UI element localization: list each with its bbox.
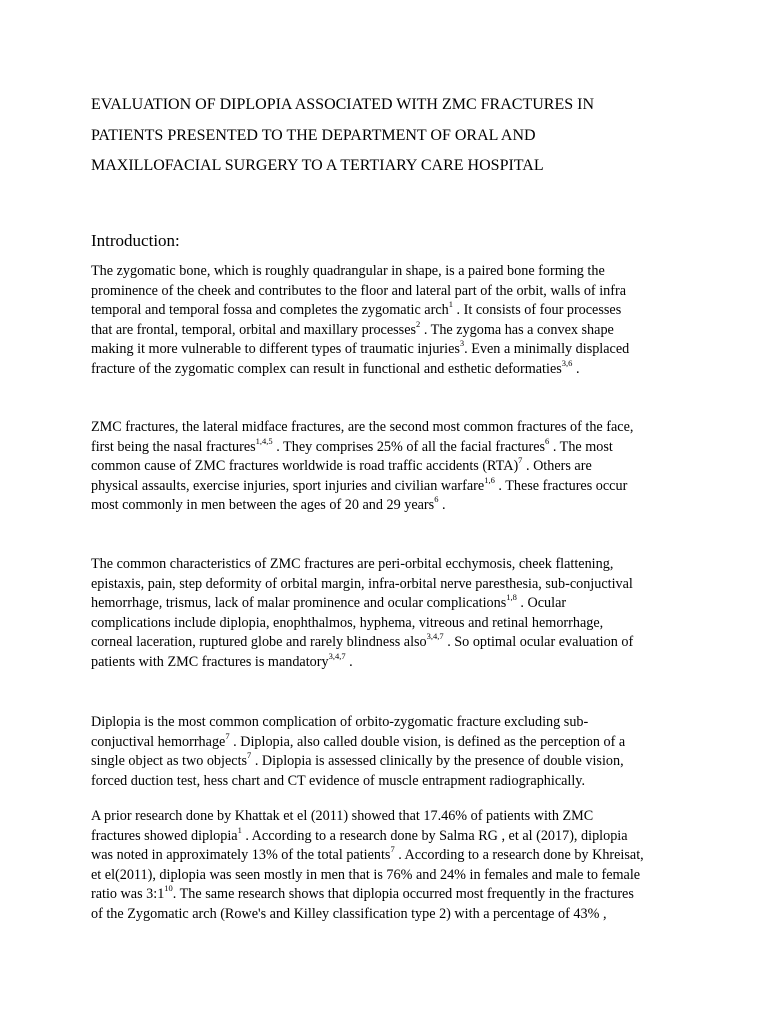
text-line: of the Zygomatic arch (Rowe's and Killey classification type 2) with a percentage of 43% ,: [91, 905, 607, 922]
citation-superscript: 1,4,5: [255, 435, 273, 446]
text-line: was noted in approximately 13% of the total patients$^7$ . According to a research done by Khreisat,: [91, 844, 644, 863]
citation-superscript: 3,6: [561, 357, 573, 368]
text-line: complications include diplopia, enophthalmos, hyphema, vitreous and retinal hemorrhage,: [91, 614, 604, 631]
text-line: first being the nasal fractures$^{1,4,5}$ . They comprises 25% of all the facial fractures$^6$ . The most: [91, 435, 613, 455]
text-line: fractures showed diplopia$^1$ . According to a research done by Salma RG , et al (2017), diplopia: [91, 824, 628, 844]
text-line: ZMC fractures, the lateral midface fractures, are the second most common fractures of the face,: [91, 419, 634, 435]
citation-superscript: 3,4,7: [426, 631, 444, 642]
text-line: The common characteristics of ZMC fractures are peri-orbital ecchymosis, cheek flattening,: [91, 556, 614, 572]
text-line: The zygomatic bone, which is roughly quadrangular in shape, is a paired bone forming the: [91, 263, 605, 279]
text-line: temporal and temporal fossa and completes the zygomatic arch$^1$ . It consists of four processes: [91, 299, 622, 318]
citation-superscript: 7: [225, 730, 230, 741]
text-line: conjuctival hemorrhage$^7$ . Diplopia, also called double vision, is defined as the perception of a: [91, 730, 626, 750]
text-line: hemorrhage, trismus, lack of malar prominence and ocular complications$^{1,8}$ . Ocular: [91, 592, 567, 611]
citation-superscript: 10: [164, 883, 173, 894]
text-line: corneal laceration, ruptured globe and rarely blindness also$^{3,4,7}$ . So optimal ocular evaluation of: [91, 631, 634, 650]
citation-superscript: 1: [237, 824, 242, 835]
text-line: physical assaults, exercise injuries, sport injuries and civilian warfare$^{1,6}$ . These fractures occur: [91, 474, 628, 494]
paragraph-zmc-fractures: [91, 418, 711, 516]
citation-superscript: 1,6: [484, 474, 495, 485]
text-line: patients with ZMC fractures is mandatory$^{3,4,7}$ .: [91, 650, 353, 670]
title-line: PATIENTS PRESENTED TO THE DEPARTMENT OF ORAL AND: [91, 126, 536, 144]
paragraph-prior-research: [91, 807, 711, 924]
citation-superscript: 7: [247, 750, 252, 761]
citation-superscript: 1,8: [506, 592, 517, 603]
title-line: MAXILLOFACIAL SURGERY TO A TERTIARY CARE HOSPITAL: [91, 157, 544, 174]
text-line: epistaxis, pain, step deformity of orbital margin, infra-orbital nerve paresthesia, sub-conjuctival: [91, 575, 633, 592]
text-line: common cause of ZMC fractures worldwide is road traffic accidents (RTA)$^7$ . Others are: [91, 455, 592, 474]
text-line: ratio was $3:1^{10}$. The same research shows that diplopia occurred most frequently in the fractures: [91, 883, 634, 902]
paragraph-diplopia-definition: [91, 713, 711, 791]
citation-superscript: 3: [459, 338, 465, 349]
citation-superscript: 6: [545, 435, 550, 446]
title-line: EVALUATION OF DIPLOPIA ASSOCIATED WITH ZMC FRACTURES IN: [91, 96, 594, 113]
paragraph-zygomatic-bone: [91, 262, 711, 379]
text-line: Diplopia is the most common complication of orbito-zygomatic fracture excluding sub-: [91, 714, 589, 730]
citation-superscript: 1: [448, 299, 453, 310]
text-line: single object as two objects$^7$ . Diplopia is assessed clinically by the presence of double vision,: [91, 750, 624, 769]
text-line: et el(2011), diplopia was seen mostly in men that is 76% and 24% in females and male to female: [91, 866, 641, 883]
citation-superscript: 7: [518, 455, 523, 466]
paper-title: [91, 90, 691, 182]
text-line: fracture of the zygomatic complex can result in functional and esthetic deformaties$^{3,6}$ .: [91, 357, 580, 377]
text-line: forced duction test, hess chart and CT evidence of muscle entrapment radiographically.: [91, 772, 586, 789]
citation-superscript: 7: [390, 844, 395, 855]
text-line: most commonly in men between the ages of 20 and 29 years$^6$ .: [91, 494, 446, 513]
text-line: prominence of the cheek and contributes to the floor and lateral part of the orbit, walls of infra: [91, 282, 626, 299]
citation-superscript: 6: [434, 494, 439, 505]
paragraph-characteristics: [91, 555, 711, 672]
text-line: that are frontal, temporal, orbital and maxillary processes$^2$ . The zygoma has a convex shape: [91, 318, 614, 338]
text-line: making it more vulnerable to different types of traumatic injuries$^3$. Even a minimally displaced: [91, 338, 630, 357]
section-heading-introduction: Introduction:: [91, 231, 180, 250]
text-line: A prior research done by Khattak et el (2011) showed that 17.46% of patients with ZMC: [91, 808, 594, 824]
citation-superscript: 2: [416, 318, 421, 329]
citation-superscript: 3,4,7: [328, 650, 346, 661]
